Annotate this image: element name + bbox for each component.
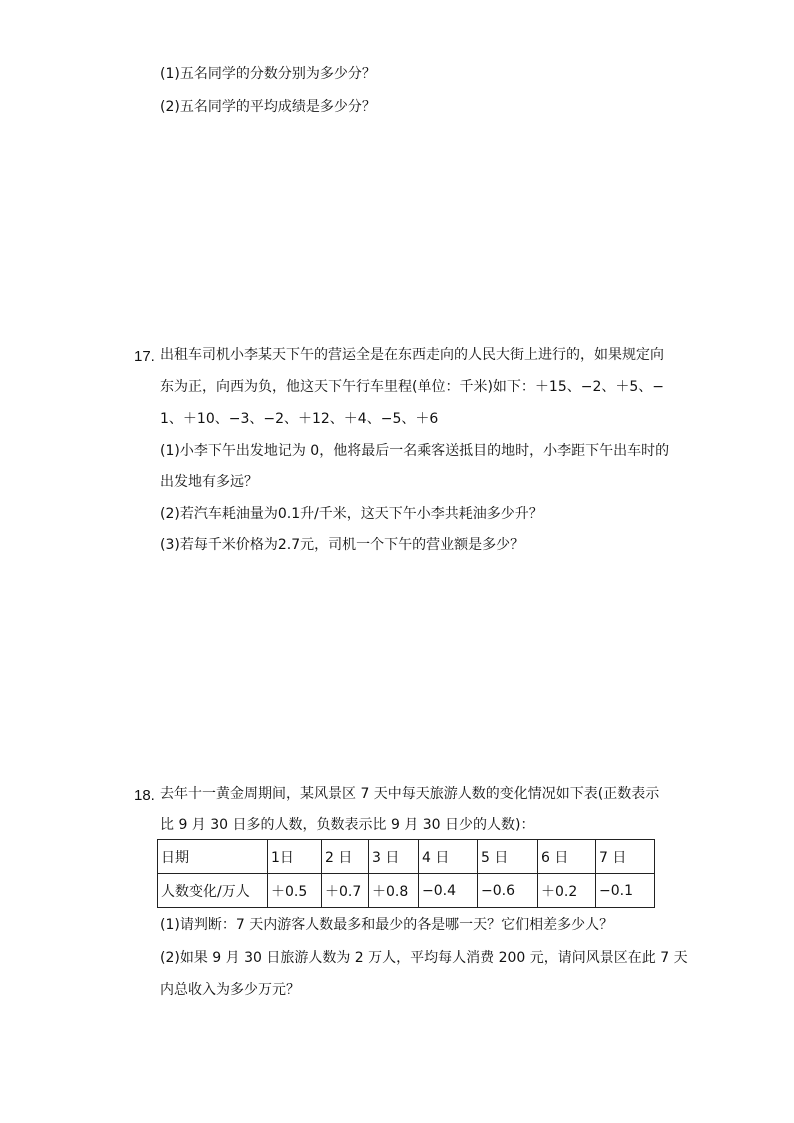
q18-sub1: (1)请判断：7 天内游客人数最多和最少的各是哪一天？它们相差多少人？ <box>160 917 614 933</box>
q18-sub2-line2: 内总收入为多少万元？ <box>160 982 300 998</box>
table-row-label: 人数变化/万人 <box>158 874 268 908</box>
table-value-cell: −0.6 <box>478 874 538 908</box>
table-day-cell: 5 日 <box>478 840 538 874</box>
q16-sub1: (1)五名同学的分数分别为多少分？ <box>160 66 376 82</box>
q17-line2: 东为正，向西为负，他这天下午行车里程(单位：千米)如下：＋15、−2、＋5、− <box>160 379 665 395</box>
table-value-cell: ＋0.8 <box>369 874 419 908</box>
table-value-cell: −0.1 <box>596 874 655 908</box>
table-day-cell: 6 日 <box>538 840 596 874</box>
q17-sub1-line2: 出发地有多远？ <box>160 474 258 490</box>
table-value-cell: −0.4 <box>419 874 478 908</box>
visitor-change-table <box>157 839 655 908</box>
q16-sub2: (2)五名同学的平均成绩是多少分？ <box>160 99 376 115</box>
q17-sub3: (3)若每千米价格为2.7元，司机一个下午的营业额是多少？ <box>160 537 525 553</box>
table-value-cell: ＋0.5 <box>268 874 322 908</box>
table-day-cell: 2 日 <box>322 840 369 874</box>
q17-line1: 出租车司机小李某天下午的营运全是在东西走向的人民大街上进行的，如果规定向 <box>160 347 664 363</box>
table-value-cell: ＋0.2 <box>538 874 596 908</box>
q17-sub1-line1: (1)小李下午出发地记为 0，他将最后一名乘客送抵目的地时，小李距下午出车时的 <box>160 443 670 459</box>
table-day-cell: 3 日 <box>369 840 419 874</box>
table-header-label: 日期 <box>158 840 268 874</box>
table-day-cell: 4 日 <box>419 840 478 874</box>
table-row <box>158 840 655 874</box>
table-day-cell: 1日 <box>268 840 322 874</box>
q18-number: 18. <box>134 787 155 804</box>
table-row <box>158 874 655 908</box>
q17-line3: 1、＋10、−3、−2、＋12、＋4、−5、＋6 <box>160 411 439 427</box>
q18-sub2-line1: (2)如果 9 月 30 日旅游人数为 2 万人，平均每人消费 200 元，请问风景区在此 7 天 <box>160 950 688 966</box>
table-value-cell: ＋0.7 <box>322 874 369 908</box>
q17-number: 17. <box>134 348 155 365</box>
q18-line1: 去年十一黄金周期间，某风景区 7 天中每天旅游人数的变化情况如下表(正数表示 <box>160 786 660 802</box>
q18-line2: 比 9 月 30 日多的人数，负数表示比 9 月 30 日少的人数)： <box>160 817 535 833</box>
table-day-cell: 7 日 <box>596 840 655 874</box>
q17-sub2: (2)若汽车耗油量为0.1升/千米，这天下午小李共耗油多少升？ <box>160 506 543 522</box>
